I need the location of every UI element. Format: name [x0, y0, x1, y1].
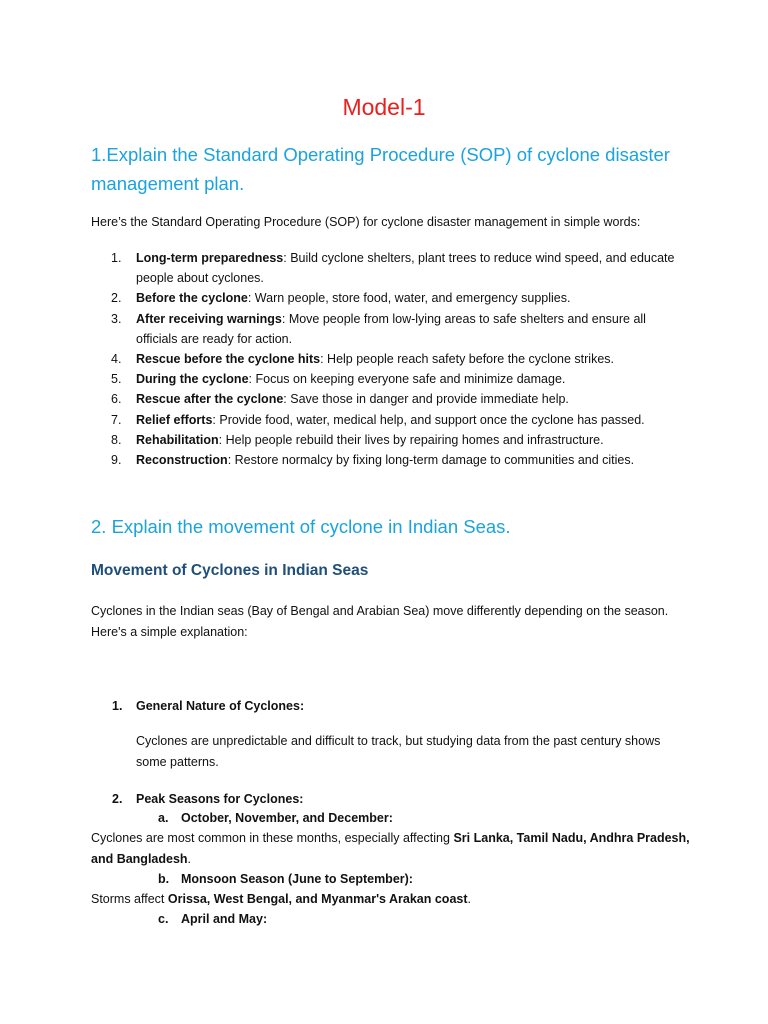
sop-intro: Here’s the Standard Operating Procedure (SOP) for cyclone disaster management in simple words:: [91, 215, 641, 229]
season-b-heading: b. Monsoon Season (June to September):: [158, 872, 413, 886]
season-c-heading: c. April and May:: [158, 912, 268, 926]
list-item: 3. After receiving warnings: Move people from low-lying areas to safe shelters and ensure all officials are ready for action.: [111, 311, 646, 346]
list-item: 4. Rescue before the cyclone hits: Help people reach safety before the cyclone strikes.: [111, 352, 615, 367]
list-item: 8. Rehabilitation: Help people rebuild their lives by repairing homes and infrastructure.: [111, 432, 604, 447]
question-1-heading: 1.Explain the Standard Operating Procedure (SOP) of cyclone disaster management plan.: [91, 144, 670, 194]
model-title: Model-1: [342, 94, 426, 120]
question-2-heading: 2. Explain the movement of cyclone in Indian Seas.: [91, 516, 511, 537]
section-heading: Movement of Cyclones in Indian Seas: [91, 562, 369, 579]
list-item: 6. Rescue after the cyclone: Save those in danger and provide immediate help.: [111, 392, 569, 407]
season-a-heading: a. October, November, and December:: [158, 811, 393, 825]
season-b-text: Storms affect Orissa, West Bengal, and Myanmar's Arakan coast.: [91, 892, 471, 906]
point-1-text: Cyclones are unpredictable and difficult to track, but studying data from the past century shows some patterns.: [136, 734, 661, 769]
point-1-heading: 1. General Nature of Cyclones:: [112, 699, 305, 713]
sop-list: [91, 248, 687, 470]
list-item: 7. Relief efforts: Provide food, water, medical help, and support once the cyclone has passed.: [111, 412, 645, 427]
movement-intro: Cyclones in the Indian seas (Bay of Bengal and Arabian Sea) move differently depending on the season. Here's a simple explanation:: [91, 604, 669, 639]
list-item: 9. Reconstruction: Restore normalcy by fixing long-term damage to communities and cities.: [111, 453, 635, 468]
list-item: 1. Long-term preparedness: Build cyclone shelters, plant trees to reduce wind speed, and educate people about cyclones.: [111, 251, 675, 286]
season-a-text: Cyclones are most common in these months, especially affecting Sri Lanka, Tamil Nadu, Andhra Pradesh, and Bangladesh.: [91, 831, 690, 866]
list-item: 5. During the cyclone: Focus on keeping everyone safe and minimize damage.: [111, 372, 566, 387]
list-item: 2. Before the cyclone: Warn people, store food, water, and emergency supplies.: [111, 291, 571, 306]
point-2-heading: 2. Peak Seasons for Cyclones:: [112, 792, 304, 806]
